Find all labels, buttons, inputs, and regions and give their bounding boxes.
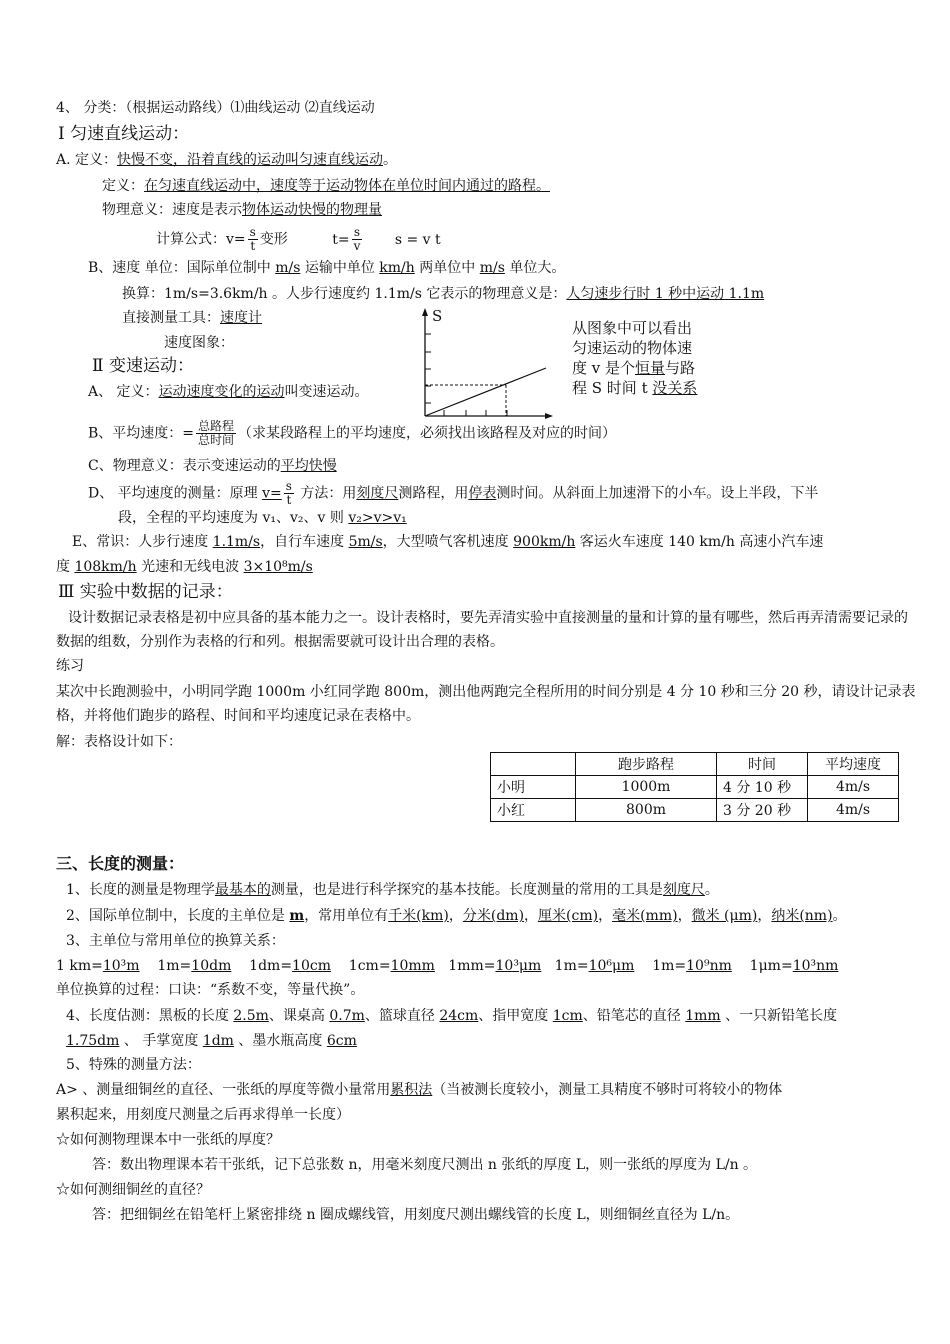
length-item-3: 3、主单位与常用单位的换算关系： bbox=[66, 933, 285, 949]
table-header bbox=[491, 753, 576, 776]
table-cell: 小红 bbox=[491, 799, 576, 822]
table-cell: 3 分 20 秒 bbox=[717, 799, 808, 822]
table-design-paragraph: 设计数据记录表格是初中应具备的基本能力之一。设计表格时，要先弄清实验中直接测量的量和计算的量有哪些，然后再弄清需要记录的数据的组数，分别作为表格的行和列。根据需要就可设计出合理的表格。 bbox=[56, 610, 908, 650]
measure-tool: 直接测量工具：速度计 bbox=[122, 310, 262, 326]
length-item-2: 2、国际单位制中，长度的主单位是 m，常用单位有千米(km)，分米(dm)，厘米(cm)，毫米(mm)，微米 (μm)，纳米(nm)。 bbox=[66, 908, 847, 924]
table-header: 平均速度 bbox=[808, 753, 899, 776]
length-estimate: 4、长度估测：黑板的长度 2.5m、课桌高 0.7m、篮球直径 24cm、指甲宽度 1cm、铅笔芯的直径 1mm 、一只新铅笔长度 bbox=[66, 1008, 838, 1024]
section-data-record: Ⅲ 实验中数据的记录： bbox=[58, 582, 233, 602]
table-cell: 小明 bbox=[491, 776, 576, 799]
answer-1: 答：数出物理课本若干张纸，记下总张数 n，用毫米刻度尺测出 n 张纸的厚度 L，则一张纸的厚度为 L/n 。 bbox=[92, 1157, 758, 1173]
common-speeds: E、常识：人步行速度 1.1m/s，自行车速度 5m/s，大型喷气客机速度 900km/h 客运火车速度 140 km/h 高速小汽车速 bbox=[72, 534, 824, 550]
common-speeds-2: 度 108km/h 光速和无线电波 3×10⁸m/s bbox=[56, 559, 313, 575]
speed-units: B、速度 单位：国际单位制中 m/s 运输中单位 km/h 两单位中 m/s 单位大。 bbox=[88, 260, 566, 276]
graph-s-axis-label: S bbox=[432, 307, 443, 325]
speed-meaning: 物理意义：速度是表示物体运动快慢的物理量 bbox=[102, 202, 382, 218]
graph-note: 从图象中可以看出 匀速运动的物体速 度 v 是个恒量与路 程 S 时间 t 没关系 bbox=[572, 319, 698, 397]
average-speed: B、平均速度：= $\frac{\text{总路程}}{\text{总时间}}$ （求某段路程上的平均速度，必须找出该路程及对应的时间） bbox=[88, 419, 617, 447]
question-1: ☆如何测物理课本中一张纸的厚度？ bbox=[56, 1132, 280, 1148]
table-header-row bbox=[491, 753, 899, 776]
unit-conversion: 换算：1m/s=3.6km/h 。人步行速度约 1.1m/s 它表示的物理意义是：人匀速步行时 1 秒中运动 1.1m bbox=[122, 286, 765, 302]
section-length-measurement: 三、长度的测量： bbox=[56, 854, 185, 873]
variable-definition: A、 定义：运动速度变化的运动叫变速运动。 bbox=[88, 384, 369, 400]
practice-problem: 某次中长跑测验中，小明同学跑 1000m 小红同学跑 800m，测出他两跑完全程所用的时间分别是 4 分 10 秒和三分 20 秒，请设计记录表格，并将他们跑步的路程、时间和平均速度记录在表格中。 bbox=[56, 684, 916, 724]
length-item-5: 5、特殊的测量方法： bbox=[66, 1057, 201, 1073]
classification-line: 4、 分类：（根据运动路线）⑴曲线运动 ⑵直线运动 bbox=[56, 100, 375, 116]
average-speed-meaning: C、物理意义：表示变速运动的平均快慢 bbox=[88, 458, 337, 474]
section-variable-motion: Ⅱ 变速运动： bbox=[92, 356, 194, 376]
speed-definition: 定义：在匀速直线运动中，速度等于运动物体在单位时间内通过的路程。 bbox=[102, 178, 550, 194]
running-record-table bbox=[490, 752, 899, 822]
answer-2: 答：把细铜丝在铅笔杆上紧密排绕 n 圈成螺线管，用刻度尺测出螺线管的长度 L，则细铜丝直径为 L/n。 bbox=[92, 1207, 740, 1223]
uniform-definition: A. 定义：快慢不变，沿着直线的运动叫匀速直线运动。 bbox=[56, 152, 398, 168]
table-header: 时间 bbox=[717, 753, 808, 776]
solution-label: 解：表格设计如下： bbox=[56, 734, 182, 750]
table-cell: 4m/s bbox=[808, 776, 899, 799]
length-item-1: 1、长度的测量是物理学最基本的测量，也是进行科学探究的基本技能。长度测量的常用的工具是刻度尺。 bbox=[66, 882, 719, 898]
unit-conversion-list: 1 km=10³m 1m=10dm 1dm=10cm 1cm=10mm 1mm=10³μm 1m=10⁶μm 1m=10⁹nm 1μm=10³nm bbox=[56, 958, 839, 974]
table-header: 跑步路程 bbox=[576, 753, 717, 776]
table-row bbox=[491, 776, 899, 799]
average-speed-measure: D、 平均速度的测量：原理 v= $\frac{s}{t}$ 方法：用刻度尺测路程，用停表测时间。从斜面上加速滑下的小车。设上半段，下半 bbox=[88, 479, 819, 507]
table-cell: 800m bbox=[576, 799, 717, 822]
speed-formula: 计算公式：v= $\frac{s}{t}$ 变形 t= $\frac{s}{v}$ s = v t bbox=[156, 225, 441, 253]
table-cell: 4m/s bbox=[808, 799, 899, 822]
section-uniform-motion: Ⅰ 匀速直线运动： bbox=[58, 124, 190, 144]
table-cell: 4 分 10 秒 bbox=[717, 776, 808, 799]
table-cell: 1000m bbox=[576, 776, 717, 799]
conversion-process: 单位换算的过程：口诀：“系数不变，等量代换”。 bbox=[56, 982, 365, 998]
accumulation-method-2: 累积起来，用刻度尺测量之后再求得单一长度） bbox=[56, 1107, 350, 1123]
practice-label: 练习 bbox=[56, 658, 84, 674]
graph-label: 速度图象： bbox=[164, 335, 234, 351]
length-estimate-2: 1.75dm 、 手掌宽度 1dm 、墨水瓶高度 6cm bbox=[66, 1033, 357, 1049]
accumulation-method: A> 、测量细铜丝的直径、一张纸的厚度等微小量常用累积法（当被测长度较小，测量工具精度不够时可将较小的物体 bbox=[56, 1082, 783, 1098]
question-2: ☆如何测细铜丝的直径？ bbox=[56, 1182, 210, 1198]
table-row bbox=[491, 799, 899, 822]
average-speed-compare: 段，全程的平均速度为 v₁、v₂、v 则 v₂>v>v₁ bbox=[118, 510, 407, 526]
